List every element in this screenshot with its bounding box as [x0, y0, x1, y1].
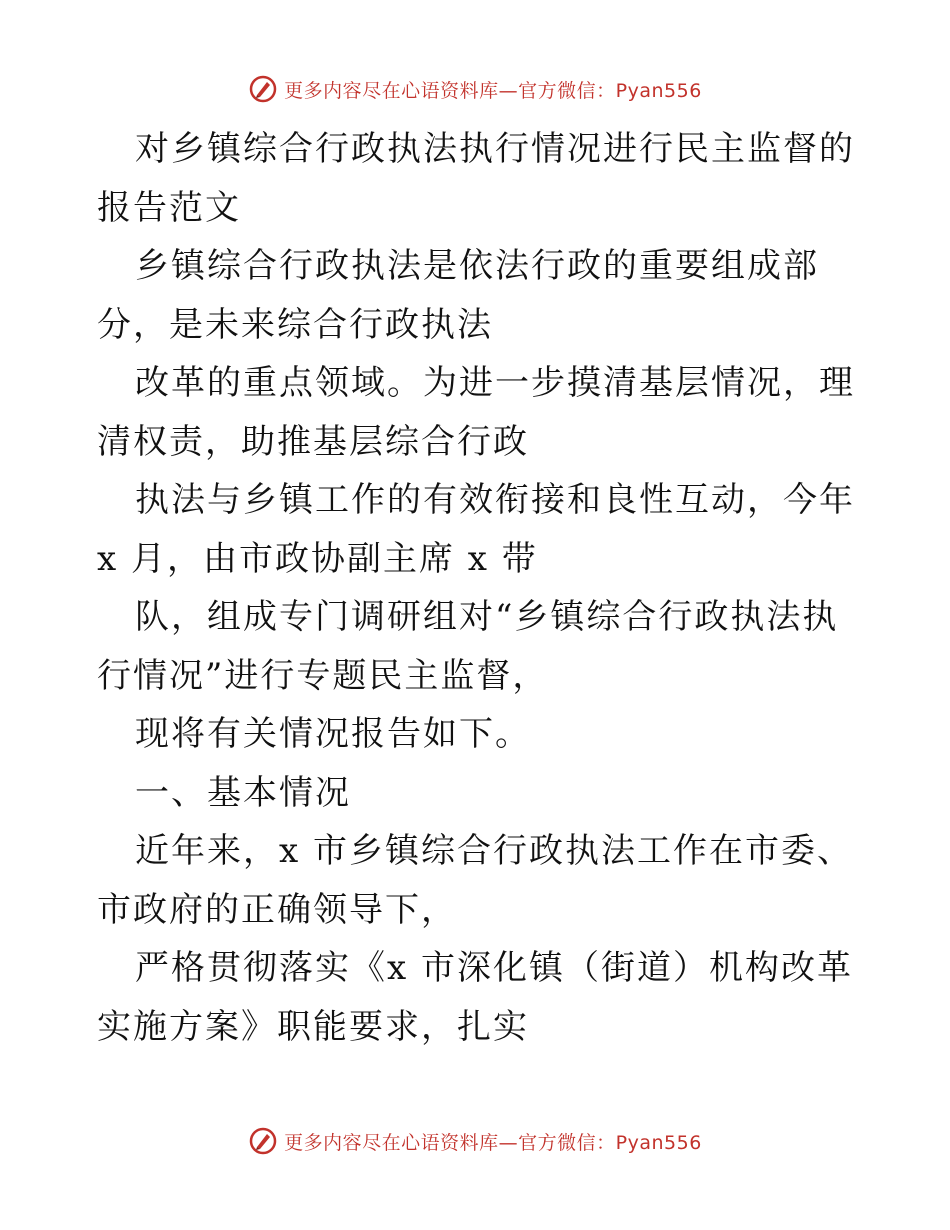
- pen-logo-icon: [248, 1126, 278, 1156]
- pen-logo-icon: [248, 74, 278, 104]
- paragraph: 改革的重点领域。为进一步摸清基层情况，理清权责，助推基层综合行政: [97, 363, 855, 462]
- document-body: [97, 120, 857, 1056]
- paragraph: 严格贯彻落实《x 市深化镇（街道）机构改革实施方案》职能要求，扎实: [97, 948, 853, 1047]
- paragraph: 现将有关情况报告如下。: [135, 714, 531, 754]
- watermark-text: 更多内容尽在心语资料库—官方微信：Pyan556: [284, 1131, 702, 1154]
- doc-title: 对乡镇综合行政执法执行情况进行民主监督的报告范文: [97, 129, 855, 228]
- header-watermark: [0, 72, 950, 106]
- footer-watermark: [0, 1124, 950, 1158]
- paragraph: 乡镇综合行政执法是依法行政的重要组成部分，是未来综合行政执法: [97, 246, 819, 345]
- watermark-text: 更多内容尽在心语资料库—官方微信：Pyan556: [284, 79, 702, 102]
- paragraph: 近年来，x 市乡镇综合行政执法工作在市委、市政府的正确领导下，: [97, 831, 853, 930]
- paragraph: 执法与乡镇工作的有效衔接和良性互动，今年 x 月，由市政协副主席 x 带: [97, 480, 855, 579]
- section-heading: 一、基本情况: [135, 772, 351, 813]
- paragraph: 队，组成专门调研组对“乡镇综合行政执法执行情况”进行专题民主监督，: [97, 597, 839, 696]
